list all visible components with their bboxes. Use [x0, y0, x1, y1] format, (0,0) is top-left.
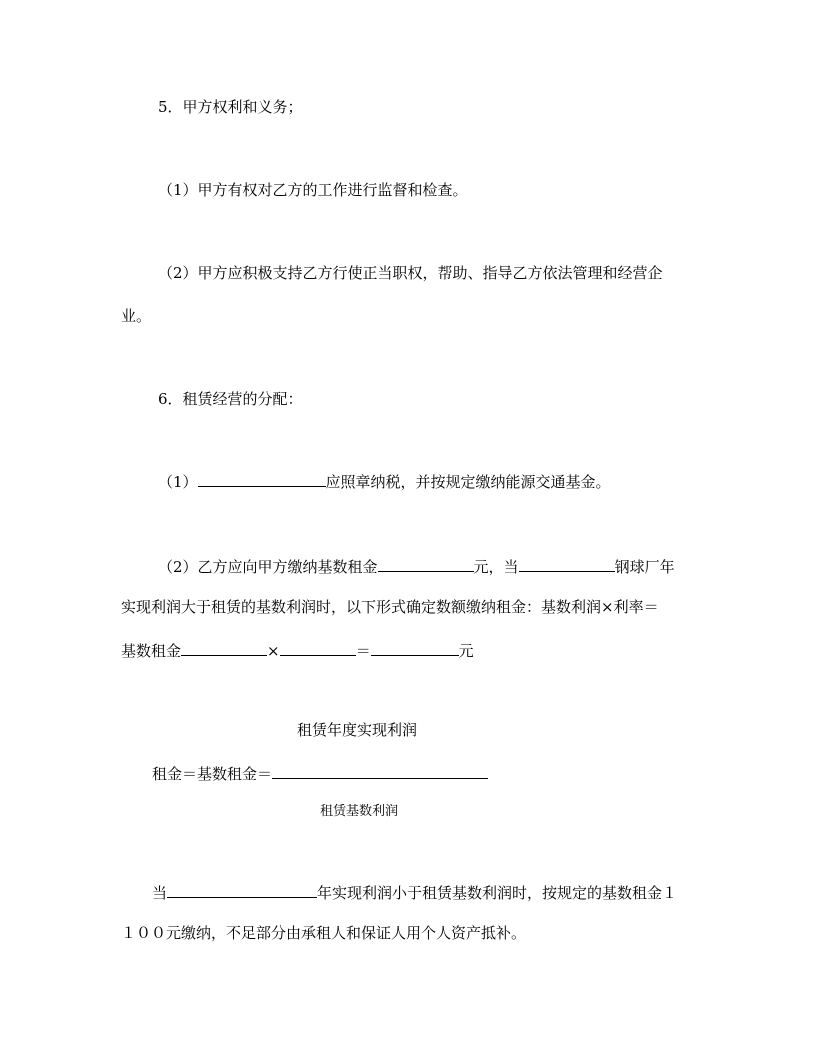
final-line1	[152, 881, 677, 903]
formula-lhs-line	[152, 762, 488, 784]
section6-item2-line1	[158, 555, 675, 577]
section6-item2-text-a: （2）乙方应向甲方缴纳基数租金	[158, 558, 378, 576]
section5-heading: 5．甲方权利和义务；	[158, 98, 303, 116]
formula-lhs: 租金＝基数租金＝	[152, 765, 273, 783]
section5-item1: （1）甲方有权对乙方的工作进行监督和检查。	[158, 181, 468, 199]
base-rent-blank[interactable]	[378, 555, 474, 572]
base-profit-blank[interactable]	[181, 639, 267, 656]
base-rent-label: 基数租金	[121, 642, 182, 660]
final-suffix: 年实现利润小于租赁基数利润时，按规定的基数租金１	[317, 884, 678, 902]
final-prefix: 当	[152, 884, 168, 902]
section5-item2-line1: （2）甲方应积极支持乙方行使正当职权，帮助、指导乙方依法管理和经营企	[158, 264, 663, 282]
final-line2: １００元缴纳，不足部分由承租人和保证人用个人资产抵补。	[121, 924, 527, 942]
year-blank[interactable]	[519, 555, 615, 572]
equals-sign: ＝	[355, 642, 371, 660]
formula-numerator: 租赁年度实现利润	[297, 721, 418, 739]
formula-denominator: 租赁基数利润	[320, 804, 399, 819]
times-sign: ×	[267, 642, 280, 660]
final-year-blank[interactable]	[167, 881, 317, 898]
section6-item2-line3	[121, 639, 474, 661]
formula-fraction-bar[interactable]	[272, 762, 488, 779]
tax-party-blank[interactable]	[198, 470, 326, 487]
section6-item1-prefix: （1）	[158, 473, 198, 491]
section6-heading: 6．租赁经营的分配：	[158, 390, 303, 408]
section6-item1-suffix: 应照章纳税，并按规定缴纳能源交通基金。	[325, 473, 611, 491]
result-blank[interactable]	[371, 639, 459, 656]
section6-item1	[158, 470, 611, 492]
unit-yuan: 元	[458, 642, 474, 660]
section6-item2-text-b: 元，当	[473, 558, 519, 576]
section6-item2-text-c: 钢球厂年	[614, 558, 675, 576]
rate-blank[interactable]	[280, 639, 356, 656]
section5-item2-line2: 业。	[121, 307, 152, 325]
section6-item2-line2: 实现利润大于租赁的基数利润时，以下形式确定数额缴纳租金：基数利润×利率＝	[121, 598, 659, 616]
